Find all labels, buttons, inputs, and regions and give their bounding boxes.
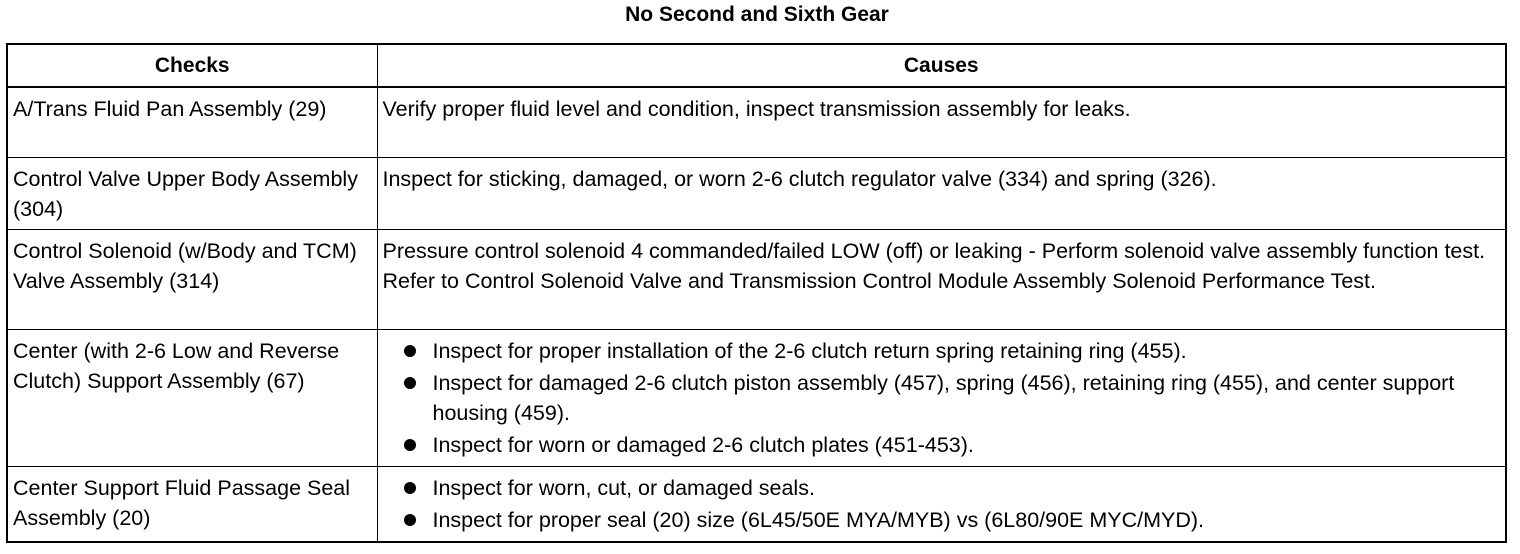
cause-bullet-list xyxy=(383,336,1501,460)
list-item-text: Inspect for worn or damaged 2-6 clutch plates (451-453). xyxy=(432,432,974,457)
bullet-icon xyxy=(404,345,416,357)
check-cell: Control Solenoid (w/Body and TCM) Valve Assembly (314) xyxy=(7,229,377,329)
list-item xyxy=(383,368,1501,428)
list-item xyxy=(383,336,1501,366)
cause-cell: Pressure control solenoid 4 commanded/failed LOW (off) or leaking - Perform solenoid valve assembly function test. Refer to Control Solenoid Valve and Transmission Control Module Assembly Solenoid Performance Test. xyxy=(377,229,1506,329)
list-item-text: Inspect for damaged 2-6 clutch piston assembly (457), spring (456), retaining ring (455), and center support housing (459). xyxy=(432,370,1455,425)
list-item-text: Inspect for proper installation of the 2-6 clutch return spring retaining ring (455). xyxy=(432,338,1187,363)
column-header-checks: Checks xyxy=(7,44,377,87)
list-item-text: Inspect for worn, cut, or damaged seals. xyxy=(432,475,815,500)
cause-cell: Verify proper fluid level and condition, inspect transmission assembly for leaks. xyxy=(377,87,1506,157)
list-item xyxy=(383,473,1501,503)
cause-cell xyxy=(377,466,1506,542)
bullet-icon xyxy=(404,439,416,451)
table-row xyxy=(7,157,1506,229)
cause-bullet-list xyxy=(383,473,1501,535)
table-row xyxy=(7,87,1506,157)
page-title: No Second and Sixth Gear xyxy=(625,3,889,26)
bullet-icon xyxy=(404,377,416,389)
table-header-row xyxy=(7,44,1506,87)
cause-cell: Inspect for sticking, damaged, or worn 2-6 clutch regulator valve (334) and spring (326). xyxy=(377,157,1506,229)
cause-cell xyxy=(377,329,1506,466)
list-item xyxy=(383,505,1501,535)
check-cell: Center Support Fluid Passage Seal Assembly (20) xyxy=(7,466,377,542)
bullet-icon xyxy=(404,482,416,494)
list-item-text: Inspect for proper seal (20) size (6L45/50E MYA/MYB) vs (6L80/90E MYC/MYD). xyxy=(432,507,1205,532)
list-item xyxy=(383,430,1501,460)
bullet-icon xyxy=(404,514,416,526)
table-row xyxy=(7,329,1506,466)
table-row xyxy=(7,229,1506,329)
diagnostic-table xyxy=(6,43,1507,543)
check-cell: Center (with 2-6 Low and Reverse Clutch) Support Assembly (67) xyxy=(7,329,377,466)
check-cell: A/Trans Fluid Pan Assembly (29) xyxy=(7,87,377,157)
table-row xyxy=(7,466,1506,542)
check-cell: Control Valve Upper Body Assembly (304) xyxy=(7,157,377,229)
column-header-causes: Causes xyxy=(377,44,1506,87)
